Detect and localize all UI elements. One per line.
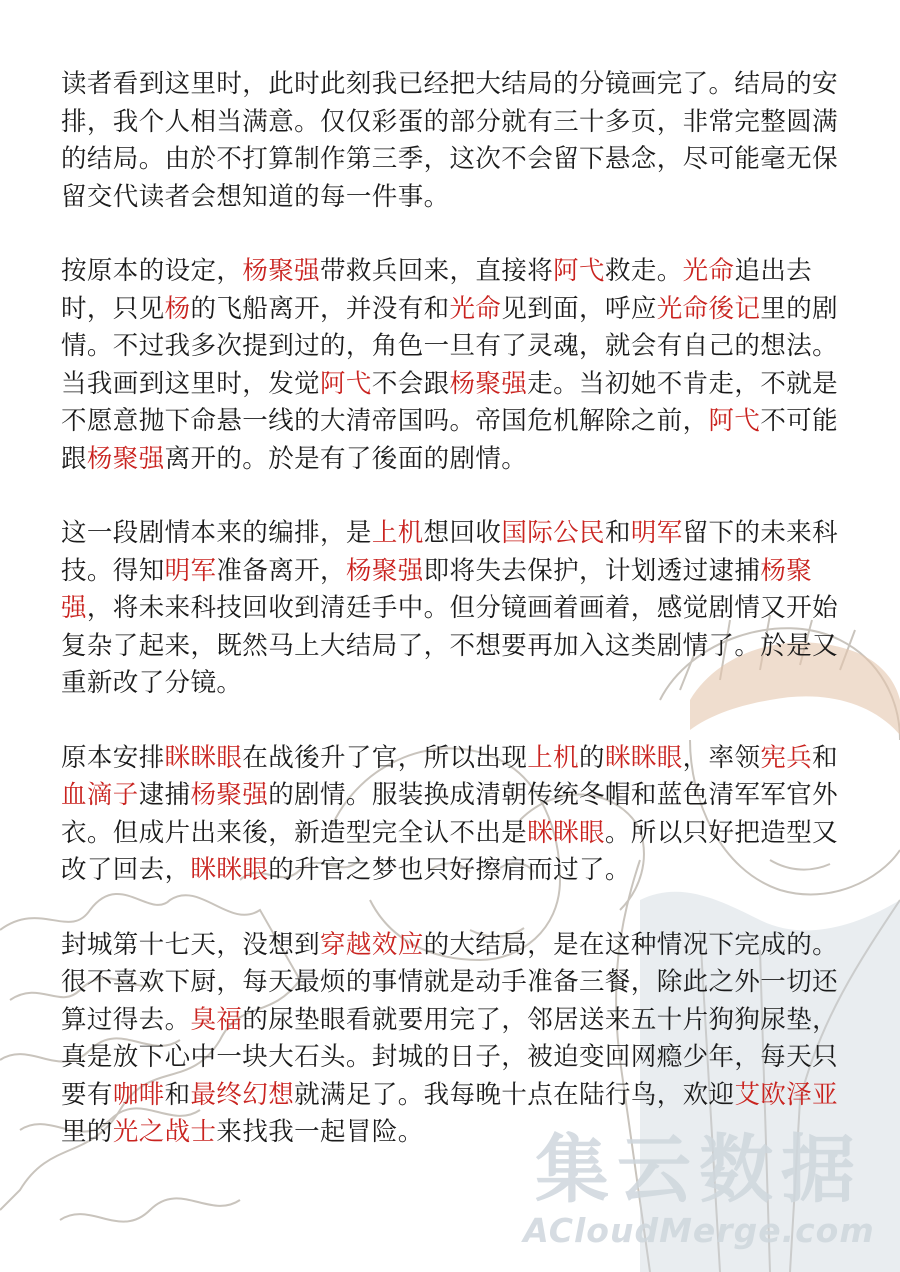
text-run: 。所以只好把造型又改了回去， [61, 817, 839, 885]
highlighted-term: 光命後记 [656, 293, 761, 324]
highlighted-term: 光之战士 [112, 1117, 217, 1147]
highlighted-term: 杨聚强 [345, 555, 424, 586]
text-run: 在战後升了官，所以出现 [242, 742, 528, 773]
highlighted-term: 光命 [682, 256, 735, 286]
text-run: 想回收 [423, 518, 502, 548]
highlighted-term: 杨聚强 [242, 256, 321, 286]
highlighted-term: 杨聚强 [190, 780, 269, 810]
text-run: 和 [164, 1079, 191, 1110]
highlighted-term: 国际公民 [501, 518, 605, 548]
watermark-url: ACloudMerge.com [523, 1211, 875, 1250]
text-run: 走。当初她不肯走，不就是不愿意抛下命悬一线的大清帝国吗。帝国危机解除之前， [61, 368, 839, 436]
highlighted-term: 杨 [164, 293, 191, 324]
highlighted-term: 光命 [449, 293, 502, 324]
highlighted-term: 艾欧泽亚 [734, 1079, 839, 1110]
text-run: 按原本的设定， [61, 256, 243, 286]
paragraph [61, 740, 841, 890]
text-run: ，将未来科技回收到清廷手中。但分镜画着画着，感觉剧情又开始复杂了起来，既然马上大结局了，不想要再加入这类剧情了。於是又重新改了分镜。 [61, 593, 839, 698]
highlighted-term: 臭福 [190, 1004, 243, 1035]
text-run: 的大结局，是在这种情况下完成的。很不喜欢下厨，每天最烦的事情就是动手准备三餐，除此之外一切还算过得去。 [61, 929, 839, 1035]
text-run: 逮捕 [138, 780, 191, 810]
highlighted-term: 明军 [164, 555, 217, 586]
text-run: 见到面，呼应 [501, 293, 657, 324]
highlighted-term: 宪兵 [760, 742, 813, 773]
highlighted-term: 血滴子 [61, 780, 139, 810]
watermark [518, 1128, 880, 1250]
paragraph [61, 515, 841, 703]
text-run: 不会跟 [371, 368, 450, 399]
text-run: 封城第十七天，没想到 [61, 929, 321, 960]
text-run: 带救兵回来，直接将 [320, 256, 554, 286]
highlighted-term: 杨聚强 [86, 443, 165, 474]
text-run: 准备离开， [216, 555, 346, 586]
text-run: 不可能跟 [61, 406, 839, 474]
text-run: 的尿垫眼看就要用完了，邻居送来五十片狗狗尿垫，真是放下心中一块大石头。封城的日子，被迫变回网瘾少年，每天只要有 [61, 1004, 839, 1110]
highlighted-term: 眯眯眼 [527, 817, 605, 848]
watermark-chinese: 集云数据 [535, 1127, 863, 1213]
text-run: 留下的未来科技。得知 [61, 518, 839, 586]
highlighted-term: 杨聚强 [61, 555, 813, 623]
highlighted-term: 咖啡 [112, 1079, 165, 1110]
paragraph [61, 66, 841, 216]
highlighted-term: 眯眯眼 [190, 855, 269, 885]
text-run: 和 [604, 518, 631, 548]
text-run: 和 [812, 742, 839, 773]
article-body [61, 66, 841, 1189]
text-run: 就满足了。我每晚十点在陆行鸟，欢迎 [294, 1079, 735, 1110]
text-run: 的飞船离开，并没有和 [190, 293, 450, 324]
text-run: 原本安排 [61, 742, 165, 773]
highlighted-term: 阿弋 [320, 368, 372, 399]
highlighted-term: 杨聚强 [449, 368, 528, 399]
paragraph [61, 253, 841, 478]
highlighted-term: 阿弋 [708, 406, 761, 436]
text-run: 的 [579, 742, 605, 773]
text-run: 读者看到这里时，此时此刻我已经把大结局的分镜画完了。结局的安排，我个人相当满意。仅仅彩蛋的部分就有三十多页，非常完整圆满的结局。由於不打算制作第三季，这次不会留下悬念，尽可能毫无保留交代读者会想知道的每一件事。 [61, 69, 839, 212]
text-run: 里的 [61, 1117, 113, 1147]
text-run: 这一段剧情本来的编排，是 [61, 518, 372, 548]
text-run: 即将失去保护，计划透过逮捕 [423, 555, 761, 586]
text-run: 的升官之梦也只好擦肩而过了。 [268, 855, 631, 885]
text-run: 离开的。於是有了後面的剧情。 [164, 443, 528, 474]
highlighted-term: 最终幻想 [190, 1079, 295, 1110]
paragraph [61, 927, 841, 1152]
highlighted-term: 眯眯眼 [164, 742, 243, 773]
text-run: ，率领 [682, 742, 761, 773]
text-run: 来找我一起冒险。 [216, 1117, 424, 1147]
highlighted-term: 穿越效应 [320, 929, 424, 960]
highlighted-term: 阿弋 [553, 256, 605, 286]
text-run: 的剧情。服装换成清朝传统冬帽和蓝色清军军官外衣。但成片出来後，新造型完全认不出是 [61, 780, 839, 848]
text-run: 追出去时，只见 [61, 256, 813, 324]
text-run: 里的剧情。不过我多次提到过的，角色一旦有了灵魂，就会有自己的想法。当我画到这里时，发觉 [61, 293, 839, 399]
highlighted-term: 眯眯眼 [604, 742, 683, 773]
text-run: 救走。 [604, 256, 683, 286]
highlighted-term: 上机 [527, 742, 580, 773]
highlighted-term: 上机 [371, 518, 424, 548]
highlighted-term: 明军 [630, 518, 683, 548]
